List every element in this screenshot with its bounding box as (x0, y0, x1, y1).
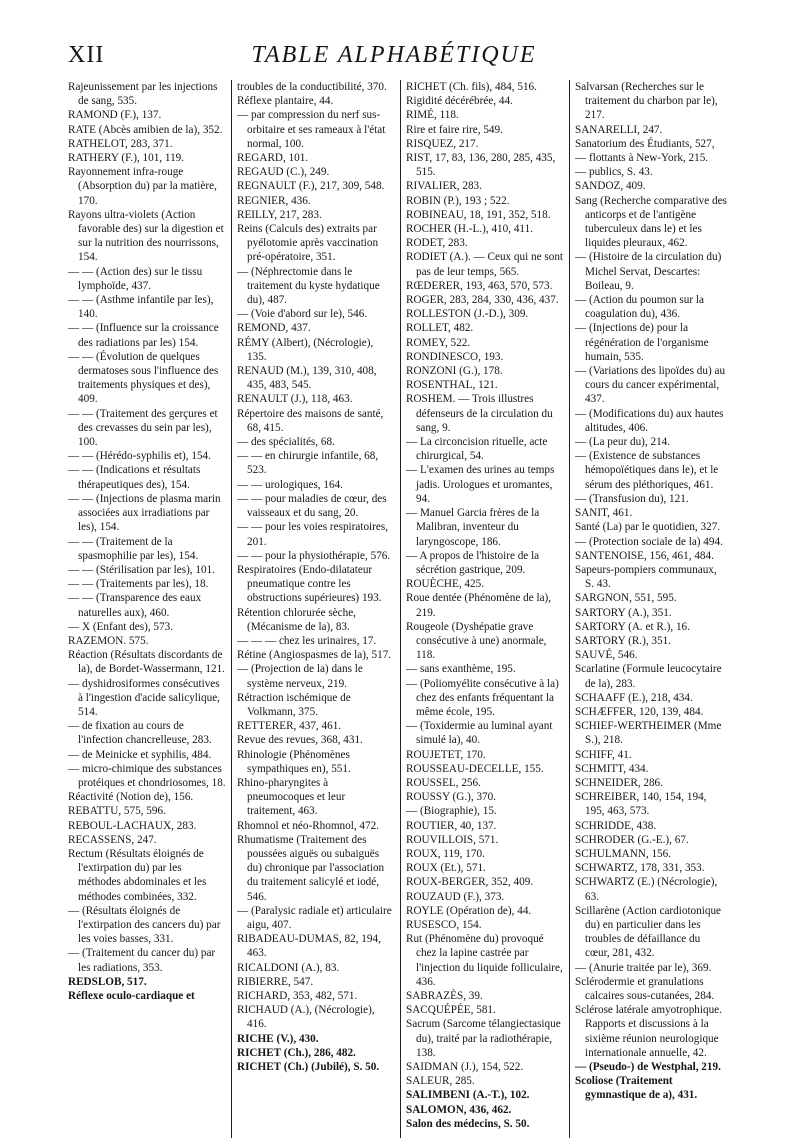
index-entry: SCHWARTZ (E.) (Nécrologie), 63. (575, 876, 718, 903)
index-entry: ROLLESTON (J.-D.), 309. (406, 308, 529, 321)
page-number: XII (68, 42, 105, 68)
index-entry: RICHARD, 353, 482, 571. (237, 990, 358, 1002)
index-entry: Sapeurs-pompiers communaux, S. 43. (575, 563, 717, 591)
index-entry: — (Résultats éloignés de l'extirpation des cancers du) par les voies basses, 331. (68, 904, 221, 946)
index-entry: — — pour maladies de cœur, des vaisseaux et du sang, 20. (237, 492, 387, 520)
index-entry: SALOMON, 436, 462. (406, 1103, 512, 1116)
column-rule (231, 80, 232, 1138)
column-rule (569, 80, 570, 1138)
index-entry: ROBIN (P.), 193 ; 522. (406, 194, 510, 207)
index-entry: RONZONI (G.), 178. (406, 365, 503, 378)
index-entry: ROUX-BERGER, 352, 409. (406, 876, 534, 889)
index-entry: ROMEY, 522. (406, 336, 471, 349)
index-entry: REBOUL-LACHAUX, 283. (68, 819, 197, 832)
index-entry: Rétention chlorurée sèche, (Mécanisme de la), 83. (237, 606, 356, 633)
index-entry: — (Injections de) pour la régénération de l'organisme humain, 535. (575, 322, 709, 363)
index-column-1 (68, 80, 226, 1140)
index-entry: RIST, 17, 83, 136, 280, 285, 435, 515. (406, 152, 556, 179)
index-entry: — — pour la physiothérapie, 576. (237, 549, 391, 562)
index-column-2 (237, 80, 395, 1140)
index-entry: — (Biographie), 15. (406, 805, 497, 818)
index-entry: RICHE (V.), 430. (237, 1032, 319, 1045)
index-entry: — — — chez les urinaires, 17. (237, 634, 377, 647)
index-entry: — des spécialités, 68. (237, 436, 335, 449)
index-entry: Rayonnement infra-rouge (Absorption du) par la matière, 170. (68, 166, 217, 207)
index-entry: SALIMBENI (A.-T.), 102. (406, 1089, 530, 1102)
index-entry: — par compression du nerf sus-orbitaire et ses rameaux à l'état normal, 100. (237, 109, 386, 150)
index-entry: Rut (Phénomène du) provoqué chez la lapine castrée par l'injection du liquide folliculaire, 436. (406, 933, 563, 988)
index-entry: — — (Injections de plasma marin associées aux irradiations par les), 154. (68, 492, 221, 534)
index-entry: — (Existence de substances hémopoïétiques dans le), et le sérum des pléthoriques, 461. (575, 450, 719, 491)
index-entry: Réactivité (Notion de), 156. (68, 791, 194, 804)
index-entry: — — pour les voies respiratoires, 201. (237, 521, 388, 548)
index-entry: RICHAUD (A.), (Nécrologie), 416. (237, 1004, 375, 1031)
index-entry: RISQUEZ, 217. (406, 137, 479, 150)
index-entry: ROUSSEAU-DECELLE, 155. (406, 762, 544, 775)
index-entry: ROUSSY (G.), 370. (406, 791, 497, 804)
index-entry: — Manuel Garcia frères de la Malibran, inventeur du laryngoscope, 186. (406, 507, 540, 548)
index-entry: RŒDERER, 193, 463, 570, 573. (406, 279, 553, 292)
index-entry: — publics, S. 43. (575, 166, 653, 179)
index-entry: RICHET (Ch.), 286, 482. (237, 1046, 356, 1059)
index-entry: SARTORY (A.), 351. (575, 606, 672, 619)
index-entry: ROCHER (H.-L.), 410, 411. (406, 223, 533, 236)
index-entry: ROUTIER, 40, 137. (406, 819, 497, 832)
index-entry: RETTERER, 437, 461. (237, 720, 342, 733)
index-entry: Rhumatisme (Traitement des poussées aiguës ou subaiguës du) chronique par l'association du traitement salicylé et iodé, 546. (237, 833, 385, 903)
index-entry: RECASSENS, 247. (68, 833, 157, 846)
page-header (68, 38, 720, 78)
index-entry: — (Anurie traitée par le), 369. (575, 961, 712, 974)
index-entry: Respiratoires (Endo-dilatateur pneumatique contre les obstructions supérieures) 193. (237, 563, 382, 605)
index-entry: — de fixation au cours de l'infection chancrelleuse, 283. (68, 720, 212, 747)
index-entry: — (Variations des lipoïdes du) au cours du cancer expérimental, 437. (575, 365, 726, 406)
index-entry: ROUVILLOIS, 571. (406, 833, 499, 846)
index-entry: — sans exanthème, 195. (406, 663, 516, 676)
index-entry: — (Action du poumon sur la coagulation du), 436. (575, 294, 704, 321)
index-entry: RICHET (Ch. fils), 484, 516. (406, 81, 537, 93)
index-entry: Santé (La) par le quotidien, 327. (575, 521, 721, 534)
index-entry: SCHMITT, 434. (575, 762, 649, 775)
index-entry: — (La peur du), 214. (575, 436, 671, 449)
index-column-3 (406, 80, 564, 1140)
index-entry: RENAULT (J.), 118, 463. (237, 393, 353, 406)
index-entry: SARGNON, 551, 595. (575, 592, 677, 605)
index-entry: troubles de la conductibilité, 370. (237, 81, 387, 93)
index-entry: — — (Action des) sur le tissu lymphoïde, 437. (68, 265, 203, 292)
index-entry: REMOND, 437. (237, 322, 311, 335)
index-entry: SANIT, 461. (575, 507, 633, 520)
index-entry: SANDOZ, 409. (575, 180, 646, 193)
index-entry: REGNIER, 436. (237, 194, 311, 207)
index-entry: — (Néphrectomie dans le traitement du kyste hydatique du), 487. (237, 265, 380, 307)
index-entry: Reins (Calculs des) extraits par pyélotomie après vaccination pré-opératoire, 351. (237, 223, 379, 264)
index-entry: ROUJETET, 170. (406, 748, 486, 761)
index-entry: RATHERY (F.), 101, 119. (68, 152, 185, 165)
index-entry: SCHREIBER, 140, 154, 194, 195, 463, 573. (575, 791, 707, 818)
index-entry: Scoliose (Traitement gymnastique de a), 431. (575, 1075, 698, 1102)
index-entry: RAMOND (F.), 137. (68, 109, 162, 122)
index-entry: — dyshidrosiformes consécutives à l'ingestion d'acide salicylique, 514. (68, 677, 220, 718)
index-entry: SCHÆFFER, 120, 139, 484. (575, 705, 704, 718)
index-entry: — — en chirurgie infantile, 68, 523. (237, 450, 379, 477)
index-entry: SARTORY (A. et R.), 16. (575, 620, 690, 633)
index-entry: ROUSSEL, 256. (406, 776, 481, 789)
index-entry: RONDINESCO, 193. (406, 350, 504, 363)
index-entry: ROYLE (Opération de), 44. (406, 904, 532, 917)
index-entry: RICALDONI (A.), 83. (237, 961, 340, 974)
index-entry: Rétine (Angiospasmes de la), 517. (237, 649, 392, 662)
index-entry: RODIET (A.). — Ceux qui ne sont pas de leur temps, 565. (406, 251, 564, 278)
index-entry: — (Protection sociale de la) 494. (575, 535, 723, 548)
index-entry: ROUX (Et.), 571. (406, 862, 486, 875)
page-title: TABLE ALPHABÉTIQUE (251, 42, 537, 68)
index-entry: Salon des médecins, S. 50. (406, 1117, 530, 1130)
index-entry: RODET, 283. (406, 237, 468, 250)
index-entry: Rhinologie (Phénomènes sympathiques en), 551. (237, 748, 351, 775)
index-entry: — — (Évolution de quelques dermatoses sous l'influence des traitements physiques et des), 409. (68, 350, 219, 406)
index-entry: Rectum (Résultats éloignés de l'extirpation du) par les méthodes abdominales et les méthodes combinées, 332. (68, 847, 207, 903)
index-entry: — (Toxidermie au luminal ayant simulé la), 40. (406, 720, 553, 747)
index-entry: SAUVÉ, 546. (575, 649, 638, 662)
index-column-4 (575, 80, 727, 1140)
index-entry: — — (Stérilisation par les), 101. (68, 563, 215, 576)
index-entry: — La circoncision rituelle, acte chirurgical, 54. (406, 436, 548, 463)
index-entry: REDSLOB, 517. (68, 975, 147, 988)
index-entry: RIVALIER, 283. (406, 180, 482, 193)
index-entry: RIBIERRE, 547. (237, 975, 314, 988)
index-entry: RATHELOT, 283, 371. (68, 137, 173, 150)
index-entry: — L'examen des urines au temps jadis. Urologues et uromantes, 94. (406, 464, 555, 505)
index-entry: Réflexe oculo-cardiaque et (68, 990, 195, 1002)
index-entry: ROBINEAU, 18, 191, 352, 518. (406, 208, 551, 221)
index-entry: Roue dentée (Phénomène de la), 219. (406, 592, 552, 619)
index-entry: RATE (Abcès amibien de la), 352. (68, 123, 223, 136)
index-entry: SARTORY (R.), 351. (575, 634, 671, 647)
index-entry: RUSESCO, 154. (406, 918, 482, 931)
index-entry: SANARELLI, 247. (575, 123, 663, 136)
index-entry: — — urologiques, 164. (237, 478, 343, 491)
index-entry: Rigidité décérébrée, 44. (406, 95, 513, 108)
index-entry: ROUZAUD (F.), 373. (406, 890, 505, 903)
index-entry: SCHWARTZ, 178, 331, 353. (575, 862, 705, 875)
index-entry: SCHIEF-WERTHEIMER (Mme S.), 218. (575, 720, 722, 747)
index-entry: ROUX, 119, 170. (406, 847, 485, 860)
index-entry: Rhomnol et néo-Rhomnol, 472. (237, 819, 380, 832)
index-entry: — (Poliomyélite consécutive à la) chez des enfants fréquentant la même école, 195. (406, 677, 559, 718)
index-entry: ROSENTHAL, 121. (406, 379, 498, 392)
index-entry: REGARD, 101. (237, 152, 309, 165)
index-entry: REGNAULT (F.), 217, 309, 548. (237, 180, 385, 193)
index-entry: — (Transfusion du), 121. (575, 492, 689, 505)
index-entry: — — (Influence sur la croissance des radiations par les) 154. (68, 322, 219, 349)
index-entry: Sanatorium des Étudiants, 527, (575, 137, 715, 150)
index-entry: Sacrum (Sarcome télangiectasique du), traité par la radiothérapie, 138. (406, 1018, 561, 1059)
index-entry: Rajeunissement par les injections de sang, 535. (68, 81, 218, 108)
index-entry: — (Pseudo-) de Westphal, 219. (575, 1061, 721, 1074)
index-entry: — A propos de l'histoire de la sécrétion gastrique, 209. (406, 549, 540, 576)
index-entry: SALEUR, 285. (406, 1075, 475, 1088)
column-rule (400, 80, 401, 1138)
index-entry: — (Histoire de la circulation du) Michel Servat, Descartes: Boileau, 9. (575, 251, 722, 292)
index-entry: REILLY, 217, 283. (237, 208, 322, 221)
index-entry: RICHET (Ch.) (Jubilé), S. 50. (237, 1061, 380, 1074)
index-entry: Sang (Recherche comparative des anticorps et de l'antigène tuberculeux dans le) et les liquides pleuraux, 462. (575, 194, 727, 250)
index-entry: — micro-chimique des substances protéiques et chondriosomes, 18. (68, 762, 226, 789)
index-columns (68, 80, 728, 1140)
index-entry: Rétraction ischémique de Volkmann, 375. (237, 691, 351, 718)
index-entry: — (Traitement du cancer du) par les radiations, 353. (68, 947, 216, 974)
index-entry: SCHNEIDER, 286. (575, 776, 663, 789)
index-entry: — — (Traitement des gerçures et des crevasses du sein par les), 100. (68, 407, 218, 449)
index-entry: — — (Traitement de la spasmophilie par les), 154. (68, 535, 199, 562)
index-entry: Salvarsan (Recherches sur le traitement du charbon par le), 217. (575, 81, 718, 122)
index-entry: SCHRIDDE, 438. (575, 819, 657, 832)
index-entry: Rire et faire rire, 549. (406, 123, 503, 136)
index-entry: SANTENOISE, 156, 461, 484. (575, 549, 714, 562)
index-entry: — X (Enfant des), 573. (68, 620, 174, 633)
index-entry: — (Voie d'abord sur le), 546. (237, 308, 368, 321)
index-entry: REBATTU, 575, 596. (68, 805, 166, 818)
index-entry: — (Modifications du) aux hautes altitudes, 406. (575, 407, 724, 434)
index-entry: Rougeole (Dyshépatie grave consécutive à une) anormale, 118. (406, 620, 547, 662)
index-entry: SABRAZÈS, 39. (406, 990, 483, 1002)
index-entry: ROSHEM. — Trois illustres défenseurs de la circulation du sang, 9. (406, 393, 553, 434)
index-entry: SCHRODER (G.-E.), 67. (575, 833, 689, 846)
index-entry: SCHAAFF (E.), 218, 434. (575, 691, 693, 704)
index-entry: Réaction (Résultats discordants de la), de Bordet-Wassermann, 121. (68, 649, 225, 676)
index-entry: Scillarène (Action cardiotonique du) en particulier dans les troubles de défaillance du cœur, 281, 432. (575, 904, 722, 960)
index-entry: — — (Hérédo-syphilis et), 154. (68, 450, 211, 463)
index-entry: Réflexe plantaire, 44. (237, 95, 334, 108)
index-entry: — — (Transparence des eaux naturelles aux), 460. (68, 592, 202, 619)
index-entry: RÉMY (Albert), (Nécrologie), 135. (237, 336, 374, 363)
index-entry: RIMÉ, 118. (406, 109, 459, 122)
index-entry: — (Paralysic radiale et) articulaire aigu, 407. (237, 904, 392, 931)
index-entry: Sclérodermie et granulations calcaires sous-cutanées, 284. (575, 975, 715, 1002)
index-entry: SCHIFF, 41. (575, 748, 632, 761)
index-entry: Rhino-pharyngites à pneumocoques et leur traitement, 463. (237, 776, 346, 818)
index-entry: RAZEMON. 575. (68, 634, 149, 647)
index-entry: — (Projection de la) dans le système nerveux, 219. (237, 663, 363, 690)
index-entry: — flottants à New-York, 215. (575, 152, 709, 165)
index-entry: ROGER, 283, 284, 330, 436, 437. (406, 294, 559, 307)
index-entry: SAIDMAN (J.), 154, 522. (406, 1061, 524, 1074)
index-entry: ROUÈCHE, 425. (406, 578, 485, 591)
index-entry: Rayons ultra-violets (Action favorable des) sur la digestion et sur la nutrition des nourrissons, 154. (68, 208, 224, 264)
index-entry: Sclérose latérale amyotrophique. Rapports et discussions à la sixième réunion neurologique internationale annuelle, 42. (575, 1004, 722, 1059)
index-entry: Scarlatine (Formule leucocytaire de la), 283. (575, 663, 722, 690)
index-entry: — — (Indications et résultats thérapeutiques des), 154. (68, 464, 201, 491)
index-entry: — — (Asthme infantile par les), 140. (68, 294, 214, 321)
index-entry: SACQUÉPÉE, 581. (406, 1004, 496, 1017)
index-entry: RENAUD (M.), 139, 310, 408, 435, 483, 545. (237, 365, 377, 392)
index-entry: Revue des revues, 368, 431. (237, 734, 363, 747)
index-entry: — de Meinicke et syphilis, 484. (68, 748, 212, 761)
index-entry: — — (Traitements par les), 18. (68, 578, 209, 591)
index-entry: RIBADEAU-DUMAS, 82, 194, 463. (237, 933, 381, 960)
index-entry: Répertoire des maisons de santé, 68, 415. (237, 407, 384, 434)
index-entry: REGAUD (C.), 249. (237, 166, 330, 179)
index-entry: SCHULMANN, 156. (575, 847, 672, 860)
index-entry: ROLLET, 482. (406, 322, 474, 335)
